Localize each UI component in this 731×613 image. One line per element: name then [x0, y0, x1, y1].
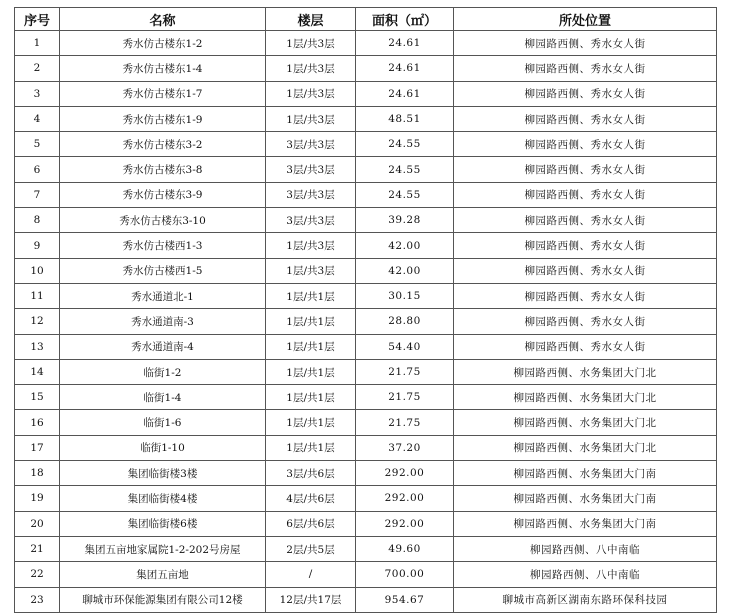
cell-index: 4: [15, 106, 60, 131]
cell-index: 9: [15, 233, 60, 258]
table-row: [15, 461, 717, 486]
cell-name: 秀水仿古楼东1-9: [60, 106, 266, 131]
cell-floor: 1层/共1层: [266, 435, 356, 460]
cell-name: 秀水仿古楼西1-5: [60, 258, 266, 283]
cell-area: 28.80: [356, 309, 454, 334]
cell-index: 11: [15, 283, 60, 308]
cell-area: 24.55: [356, 132, 454, 157]
cell-area: 24.55: [356, 182, 454, 207]
cell-floor: 1层/共1层: [266, 283, 356, 308]
table-row: [15, 511, 717, 536]
cell-area: 24.61: [356, 56, 454, 81]
cell-name: 临街1-6: [60, 410, 266, 435]
table-row: [15, 435, 717, 460]
table-row: [15, 208, 717, 233]
cell-floor: 1层/共1层: [266, 309, 356, 334]
cell-floor: 3层/共3层: [266, 208, 356, 233]
cell-index: 18: [15, 461, 60, 486]
cell-location: 柳园路西侧、水务集团大门南: [454, 461, 717, 486]
cell-name: 集团五亩地家属院1-2-202号房屋: [60, 536, 266, 561]
cell-index: 6: [15, 157, 60, 182]
table-row: [15, 587, 717, 612]
cell-location: 柳园路西侧、秀水女人街: [454, 132, 717, 157]
cell-location: 聊城市高新区湖南东路环保科技园: [454, 587, 717, 612]
header-floor: 楼层: [266, 8, 356, 31]
table-row: [15, 359, 717, 384]
table-row: [15, 309, 717, 334]
cell-floor: 1层/共1层: [266, 410, 356, 435]
table-row: [15, 258, 717, 283]
cell-name: 秀水仿古楼东3-2: [60, 132, 266, 157]
cell-index: 23: [15, 587, 60, 612]
cell-area: 37.20: [356, 435, 454, 460]
cell-area: 24.61: [356, 31, 454, 56]
cell-name: 秀水仿古楼东3-8: [60, 157, 266, 182]
cell-area: 21.75: [356, 359, 454, 384]
cell-area: 49.60: [356, 536, 454, 561]
cell-name: 秀水仿古楼东1-2: [60, 31, 266, 56]
cell-location: 柳园路西侧、八中南临: [454, 536, 717, 561]
cell-area: 292.00: [356, 486, 454, 511]
table-row: [15, 182, 717, 207]
cell-index: 5: [15, 132, 60, 157]
cell-index: 17: [15, 435, 60, 460]
cell-floor: 1层/共1层: [266, 385, 356, 410]
cell-name: 临街1-4: [60, 385, 266, 410]
cell-name: 集团临街楼3楼: [60, 461, 266, 486]
cell-area: 24.55: [356, 157, 454, 182]
cell-index: 2: [15, 56, 60, 81]
cell-area: 30.15: [356, 283, 454, 308]
cell-index: 10: [15, 258, 60, 283]
table-row: [15, 536, 717, 561]
cell-area: 24.61: [356, 81, 454, 106]
cell-floor: 6层/共6层: [266, 511, 356, 536]
cell-floor: 1层/共3层: [266, 81, 356, 106]
cell-name: 临街1-10: [60, 435, 266, 460]
cell-location: 柳园路西侧、水务集团大门北: [454, 385, 717, 410]
cell-area: 954.67: [356, 587, 454, 612]
header-area: 面积（㎡）: [356, 8, 454, 31]
cell-floor: 4层/共6层: [266, 486, 356, 511]
cell-location: 柳园路西侧、秀水女人街: [454, 31, 717, 56]
cell-floor: 1层/共3层: [266, 233, 356, 258]
cell-floor: 1层/共3层: [266, 258, 356, 283]
cell-index: 7: [15, 182, 60, 207]
cell-area: 42.00: [356, 233, 454, 258]
table-row: [15, 233, 717, 258]
cell-index: 16: [15, 410, 60, 435]
property-table: [14, 7, 717, 613]
cell-location: 柳园路西侧、秀水女人街: [454, 182, 717, 207]
cell-index: 13: [15, 334, 60, 359]
cell-floor: 12层/共17层: [266, 587, 356, 612]
cell-floor: 1层/共1层: [266, 359, 356, 384]
cell-name: 秀水仿古楼东1-4: [60, 56, 266, 81]
table-row: [15, 410, 717, 435]
header-location: 所处位置: [454, 8, 717, 31]
cell-location: 柳园路西侧、秀水女人街: [454, 283, 717, 308]
cell-name: 秀水通道北-1: [60, 283, 266, 308]
table-row: [15, 132, 717, 157]
cell-location: 柳园路西侧、水务集团大门北: [454, 410, 717, 435]
cell-location: 柳园路西侧、秀水女人街: [454, 157, 717, 182]
table-row: [15, 385, 717, 410]
cell-name: 聊城市环保能源集团有限公司12楼: [60, 587, 266, 612]
cell-index: 22: [15, 562, 60, 587]
table-row: [15, 486, 717, 511]
table-header-row: [15, 8, 717, 31]
cell-name: 集团临街楼4楼: [60, 486, 266, 511]
cell-index: 19: [15, 486, 60, 511]
cell-location: 柳园路西侧、秀水女人街: [454, 106, 717, 131]
table-row: [15, 106, 717, 131]
cell-location: 柳园路西侧、水务集团大门北: [454, 435, 717, 460]
cell-area: 21.75: [356, 385, 454, 410]
table-row: [15, 81, 717, 106]
cell-name: 秀水仿古楼西1-3: [60, 233, 266, 258]
cell-area: 292.00: [356, 511, 454, 536]
cell-floor: 1层/共1层: [266, 334, 356, 359]
cell-name: 临街1-2: [60, 359, 266, 384]
cell-index: 8: [15, 208, 60, 233]
cell-name: 秀水仿古楼东3-9: [60, 182, 266, 207]
table-row: [15, 334, 717, 359]
table-row: [15, 562, 717, 587]
cell-index: 12: [15, 309, 60, 334]
cell-floor: 1层/共3层: [266, 56, 356, 81]
cell-name: 集团临街楼6楼: [60, 511, 266, 536]
cell-floor: /: [266, 562, 356, 587]
cell-location: 柳园路西侧、秀水女人街: [454, 233, 717, 258]
table-row: [15, 31, 717, 56]
cell-area: 21.75: [356, 410, 454, 435]
table-row: [15, 283, 717, 308]
cell-area: 42.00: [356, 258, 454, 283]
cell-location: 柳园路西侧、秀水女人街: [454, 258, 717, 283]
cell-location: 柳园路西侧、秀水女人街: [454, 208, 717, 233]
cell-index: 1: [15, 31, 60, 56]
cell-name: 秀水通道南-3: [60, 309, 266, 334]
cell-location: 柳园路西侧、秀水女人街: [454, 334, 717, 359]
cell-area: 292.00: [356, 461, 454, 486]
cell-floor: 1层/共3层: [266, 106, 356, 131]
table-row: [15, 56, 717, 81]
cell-index: 3: [15, 81, 60, 106]
cell-location: 柳园路西侧、秀水女人街: [454, 309, 717, 334]
cell-floor: 3层/共3层: [266, 182, 356, 207]
cell-area: 48.51: [356, 106, 454, 131]
cell-index: 14: [15, 359, 60, 384]
cell-index: 21: [15, 536, 60, 561]
header-index: 序号: [15, 8, 60, 31]
cell-area: 700.00: [356, 562, 454, 587]
cell-floor: 1层/共3层: [266, 31, 356, 56]
cell-name: 集团五亩地: [60, 562, 266, 587]
cell-floor: 2层/共5层: [266, 536, 356, 561]
cell-index: 15: [15, 385, 60, 410]
cell-location: 柳园路西侧、水务集团大门南: [454, 486, 717, 511]
cell-area: 39.28: [356, 208, 454, 233]
cell-floor: 3层/共3层: [266, 132, 356, 157]
cell-location: 柳园路西侧、水务集团大门北: [454, 359, 717, 384]
header-name: 名称: [60, 8, 266, 31]
table-row: [15, 157, 717, 182]
cell-floor: 3层/共6层: [266, 461, 356, 486]
cell-index: 20: [15, 511, 60, 536]
cell-name: 秀水仿古楼东1-7: [60, 81, 266, 106]
cell-location: 柳园路西侧、秀水女人街: [454, 56, 717, 81]
cell-location: 柳园路西侧、秀水女人街: [454, 81, 717, 106]
cell-area: 54.40: [356, 334, 454, 359]
cell-floor: 3层/共3层: [266, 157, 356, 182]
cell-name: 秀水仿古楼东3-10: [60, 208, 266, 233]
cell-name: 秀水通道南-4: [60, 334, 266, 359]
cell-location: 柳园路西侧、水务集团大门南: [454, 511, 717, 536]
cell-location: 柳园路西侧、八中南临: [454, 562, 717, 587]
